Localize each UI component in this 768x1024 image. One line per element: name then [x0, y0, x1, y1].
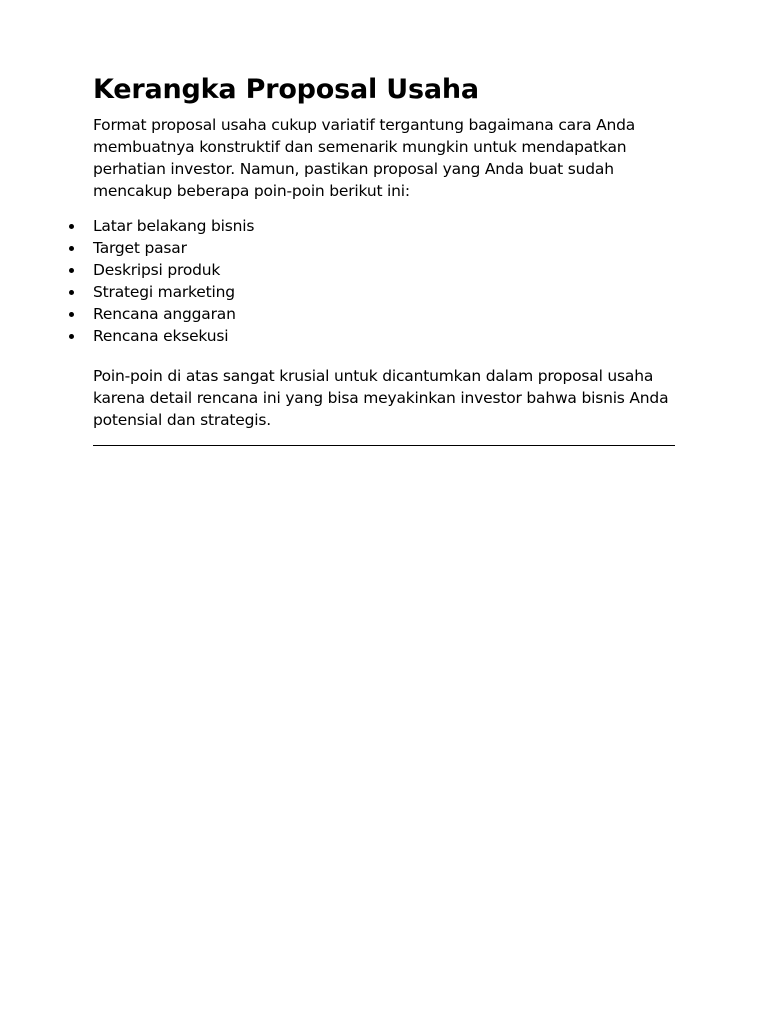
document-content: [93, 72, 675, 446]
list-item: [93, 237, 675, 259]
list-item-text: Strategi marketing: [93, 283, 235, 301]
bullet-icon: [69, 334, 74, 339]
horizontal-rule: [93, 445, 675, 446]
bullet-icon: [69, 312, 74, 317]
page-title: Kerangka Proposal Usaha: [93, 74, 479, 105]
list-item-text: Deskripsi produk: [93, 261, 221, 279]
intro-paragraph: Format proposal usaha cukup variatif tergantung bagaimana cara Anda membuatnya konstruktif dan semenarik mungkin untuk mendapatkan perhatian investor. Namun, pastikan proposal yang Anda buat sudah mencakup beberapa poin-poin berikut ini:: [93, 116, 636, 200]
bullet-icon: [69, 224, 74, 229]
list-item: [93, 215, 675, 237]
list-item: [93, 259, 675, 281]
list-item: [93, 325, 675, 347]
bullet-list: [93, 215, 675, 347]
bullet-icon: [69, 246, 74, 251]
bullet-icon: [69, 290, 74, 295]
list-item-text: Rencana anggaran: [93, 305, 236, 323]
list-item: [93, 281, 675, 303]
closing-paragraph: Poin-poin di atas sangat krusial untuk dicantumkan dalam proposal usaha karena detail rencana ini yang bisa meyakinkan investor bahwa bisnis Anda potensial dan strategis.: [93, 367, 669, 429]
list-item-text: Rencana eksekusi: [93, 327, 229, 345]
bullet-icon: [69, 268, 74, 273]
list-item-text: Latar belakang bisnis: [93, 217, 255, 235]
list-item-text: Target pasar: [93, 239, 187, 257]
list-item: [93, 303, 675, 325]
